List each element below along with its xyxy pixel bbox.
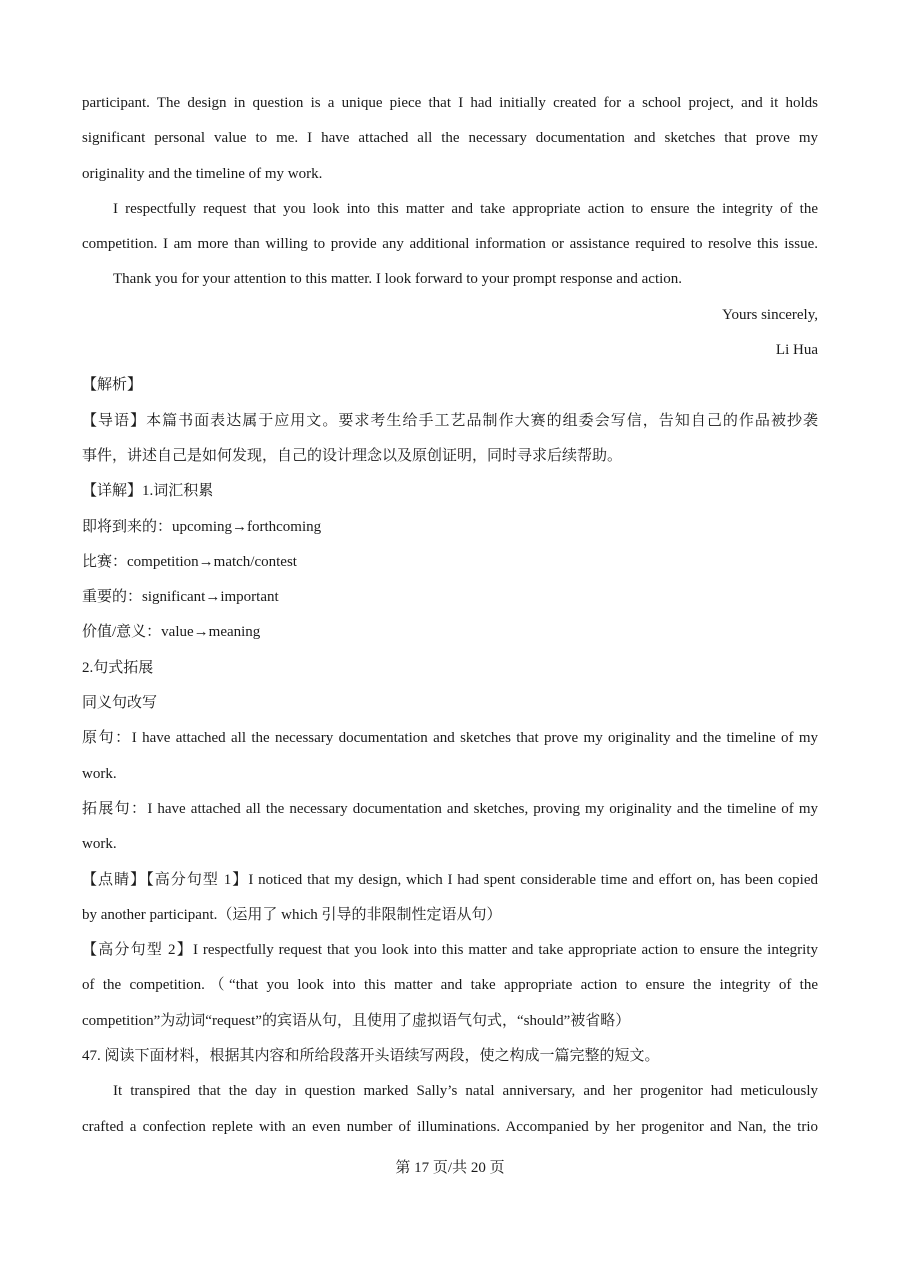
analysis-heading: 【解析】 xyxy=(82,377,143,394)
original-sentence: work. xyxy=(82,765,117,782)
passage-line: It transpired that the day in question marked Sally’s natal anniversary, and her progenitor had meticulously xyxy=(113,1083,818,1100)
letter-line: participant. The design in question is a unique piece that I had initially created for a school project, and it holds xyxy=(82,95,818,111)
letter-line: originality and the timeline of my work. xyxy=(82,165,323,182)
sentence-heading: 2.句式拓展 xyxy=(82,659,154,676)
rewrite-heading: 同义句改写 xyxy=(82,695,158,712)
original-sentence: 原句：I have attached all the necessary documentation and sketches that prove my originality and the timeline of my xyxy=(82,730,818,747)
passage-line: crafted a confection replete with an even number of illuminations. Accompanied by her progenitor and Nan, the trio xyxy=(82,1118,818,1135)
letter-line: significant personal value to me. I have attached all the necessary documentation and sketches that prove my xyxy=(82,130,818,147)
expanded-sentence: 拓展句：I have attached all the necessary documentation and sketches, proving my originality and the timeline of my xyxy=(82,800,818,817)
vocab-item: 比赛：competition→match/contest xyxy=(82,553,297,570)
question-prompt: 47. 阅读下面材料，根据其内容和所给段落开头语续写两段，使之构成一篇完整的短文。 xyxy=(82,1048,660,1065)
letter-signature: Li Hua xyxy=(775,342,818,359)
page-number: 第 17 页/共 20 页 xyxy=(395,1160,505,1176)
letter-line: I respectfully request that you look into this matter and take appropriate action to ensure the integrity of the xyxy=(113,200,818,217)
detail-heading: 【详解】1.词汇积累 xyxy=(82,483,214,500)
expanded-sentence: work. xyxy=(82,836,117,853)
letter-closing: Yours sincerely, xyxy=(722,306,818,323)
highlight-sentence: by another participant.（运用了 which 引导的非限制性定语从句） xyxy=(82,906,502,923)
page-content xyxy=(82,86,818,1145)
vocab-item: 价值/意义：value→meaning xyxy=(82,624,261,641)
letter-line: competition. I am more than willing to provide any additional information or assistance required to resolve this issue. xyxy=(82,236,818,253)
highlight-sentence: competition”为动词“request”的宾语从句，且使用了虚拟语气句式，“should”被省略） xyxy=(82,1012,631,1029)
letter-line: Thank you for your attention to this matter. I look forward to your prompt response and action. xyxy=(113,271,683,288)
vocab-item: 即将到来的：upcoming→forthcoming xyxy=(82,518,322,535)
highlight-sentence: 【高分句型 2】I respectfully request that you look into this matter and take appropriate action to ensure the integrity xyxy=(82,942,818,959)
highlight-sentence: of the competition.（“that you look into this matter and take appropriate action to ensure the integrity of the xyxy=(82,977,818,994)
guide-line: 事件，讲述自己是如何发现，自己的设计理念以及原创证明，同时寻求后续帮助。 xyxy=(82,447,623,464)
vocab-item: 重要的：significant→important xyxy=(82,589,279,606)
highlight-sentence: 【点睛】【高分句型 1】I noticed that my design, which I had spent considerable time and effort on, has been copied xyxy=(82,871,818,888)
guide-line: 【导语】本篇书面表达属于应用文。要求考生给手工艺品制作大赛的组委会写信，告知自己的作品被抄袭 xyxy=(82,412,818,429)
